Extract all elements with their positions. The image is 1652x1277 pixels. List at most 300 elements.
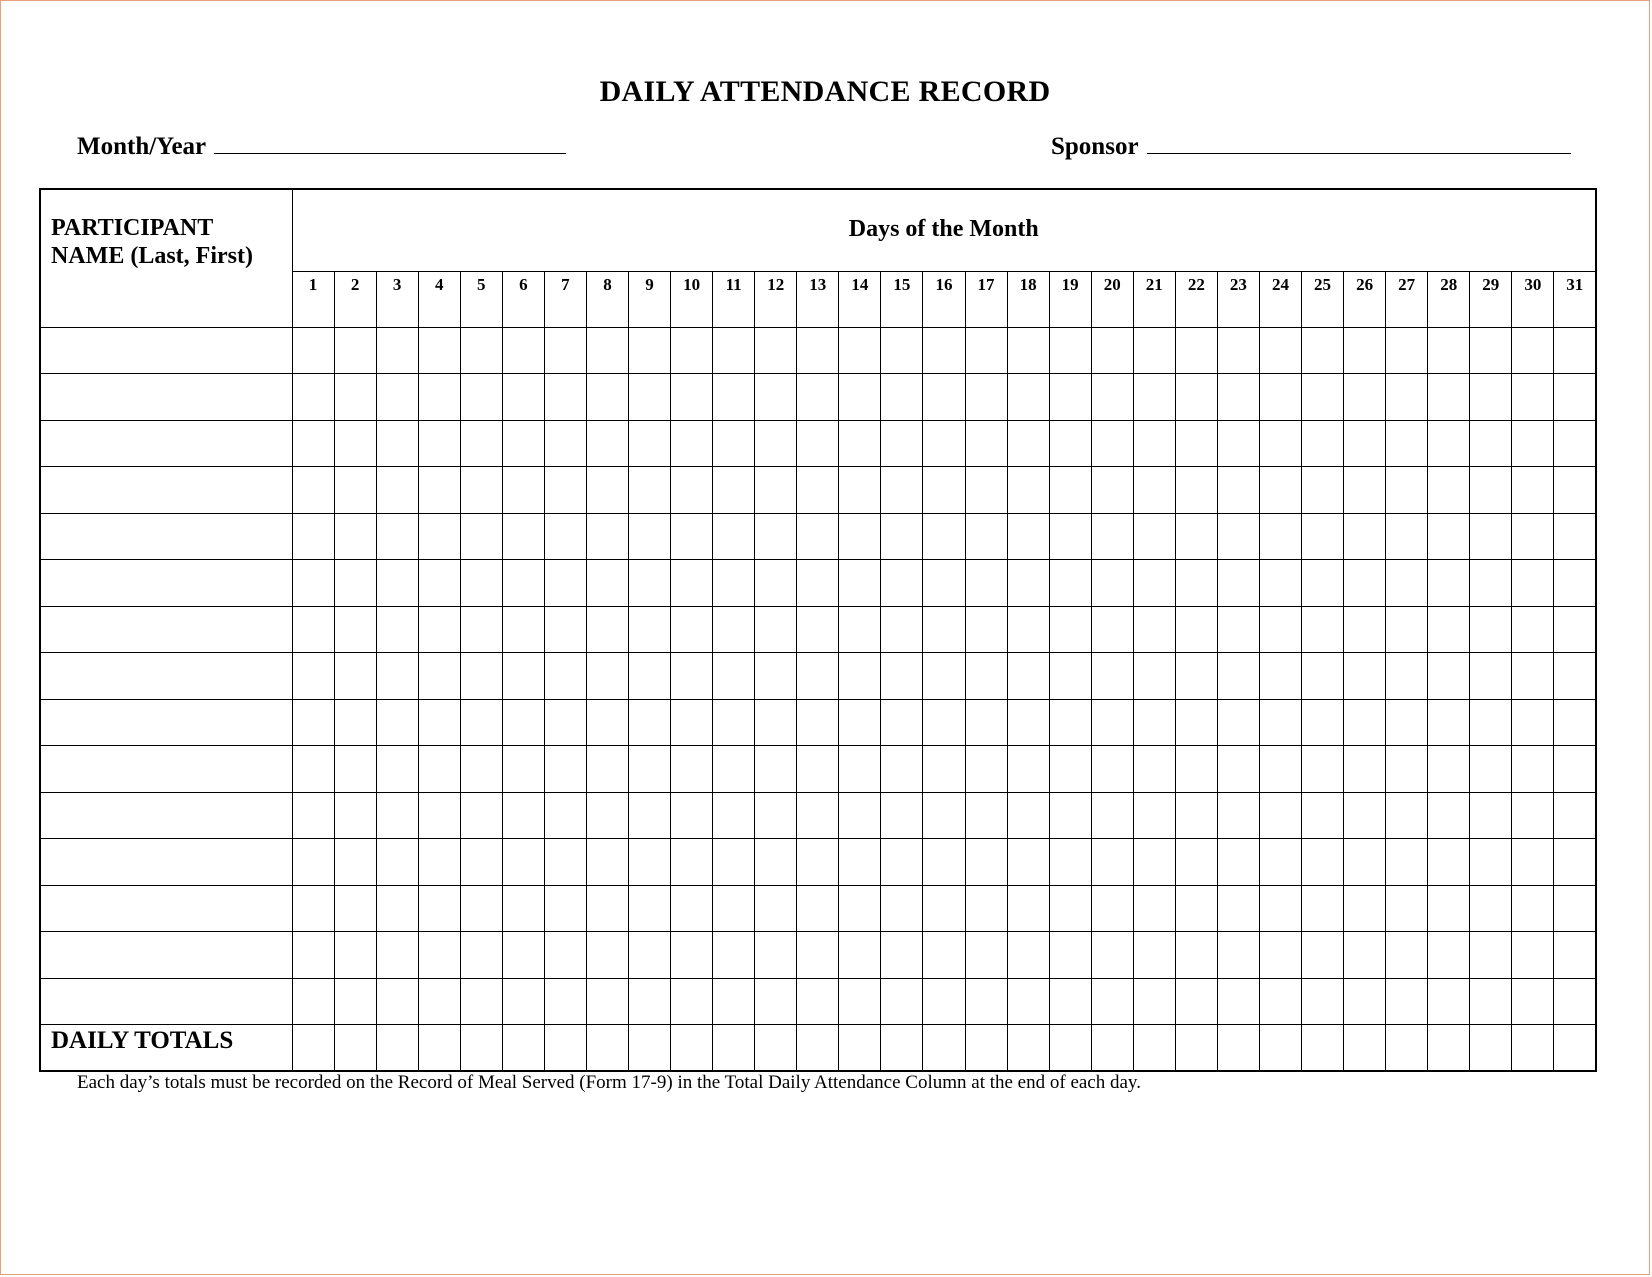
attendance-cell-day-18[interactable]: [1007, 606, 1049, 653]
attendance-cell-day-5[interactable]: [460, 792, 502, 839]
daily-total-cell-day-12[interactable]: [755, 1025, 797, 1071]
attendance-cell-day-23[interactable]: [1217, 792, 1259, 839]
attendance-cell-day-6[interactable]: [502, 699, 544, 746]
attendance-cell-day-28[interactable]: [1428, 839, 1470, 886]
attendance-cell-day-23[interactable]: [1217, 606, 1259, 653]
daily-total-cell-day-20[interactable]: [1091, 1025, 1133, 1071]
participant-name-cell[interactable]: [40, 885, 292, 932]
attendance-cell-day-23[interactable]: [1217, 839, 1259, 886]
attendance-cell-day-22[interactable]: [1175, 932, 1217, 979]
attendance-cell-day-10[interactable]: [671, 513, 713, 560]
daily-total-cell-day-9[interactable]: [629, 1025, 671, 1071]
attendance-cell-day-17[interactable]: [965, 792, 1007, 839]
attendance-cell-day-4[interactable]: [418, 374, 460, 421]
attendance-cell-day-10[interactable]: [671, 560, 713, 607]
attendance-cell-day-19[interactable]: [1049, 374, 1091, 421]
attendance-cell-day-8[interactable]: [586, 467, 628, 514]
attendance-cell-day-4[interactable]: [418, 746, 460, 793]
attendance-cell-day-28[interactable]: [1428, 978, 1470, 1025]
attendance-cell-day-25[interactable]: [1302, 746, 1344, 793]
attendance-cell-day-27[interactable]: [1386, 839, 1428, 886]
attendance-cell-day-7[interactable]: [544, 653, 586, 700]
attendance-cell-day-6[interactable]: [502, 513, 544, 560]
attendance-cell-day-29[interactable]: [1470, 839, 1512, 886]
attendance-cell-day-22[interactable]: [1175, 699, 1217, 746]
attendance-cell-day-25[interactable]: [1302, 327, 1344, 374]
attendance-cell-day-27[interactable]: [1386, 932, 1428, 979]
attendance-cell-day-31[interactable]: [1554, 839, 1596, 886]
attendance-cell-day-17[interactable]: [965, 885, 1007, 932]
daily-total-cell-day-4[interactable]: [418, 1025, 460, 1071]
attendance-cell-day-15[interactable]: [881, 699, 923, 746]
attendance-cell-day-4[interactable]: [418, 839, 460, 886]
attendance-cell-day-10[interactable]: [671, 792, 713, 839]
attendance-cell-day-17[interactable]: [965, 839, 1007, 886]
attendance-cell-day-22[interactable]: [1175, 746, 1217, 793]
attendance-cell-day-6[interactable]: [502, 606, 544, 653]
attendance-cell-day-2[interactable]: [334, 699, 376, 746]
attendance-cell-day-13[interactable]: [797, 699, 839, 746]
daily-total-cell-day-16[interactable]: [923, 1025, 965, 1071]
attendance-cell-day-14[interactable]: [839, 374, 881, 421]
participant-name-cell[interactable]: [40, 560, 292, 607]
attendance-cell-day-19[interactable]: [1049, 792, 1091, 839]
attendance-cell-day-4[interactable]: [418, 327, 460, 374]
attendance-cell-day-24[interactable]: [1259, 699, 1301, 746]
attendance-cell-day-27[interactable]: [1386, 513, 1428, 560]
participant-name-cell[interactable]: [40, 746, 292, 793]
attendance-cell-day-1[interactable]: [292, 513, 334, 560]
attendance-cell-day-9[interactable]: [629, 467, 671, 514]
attendance-cell-day-25[interactable]: [1302, 792, 1344, 839]
attendance-cell-day-17[interactable]: [965, 978, 1007, 1025]
participant-name-cell[interactable]: [40, 513, 292, 560]
attendance-cell-day-2[interactable]: [334, 978, 376, 1025]
attendance-cell-day-2[interactable]: [334, 374, 376, 421]
attendance-cell-day-31[interactable]: [1554, 420, 1596, 467]
sponsor-blank[interactable]: [1147, 135, 1571, 154]
attendance-cell-day-21[interactable]: [1133, 606, 1175, 653]
attendance-cell-day-28[interactable]: [1428, 885, 1470, 932]
attendance-cell-day-10[interactable]: [671, 420, 713, 467]
attendance-cell-day-30[interactable]: [1512, 420, 1554, 467]
attendance-cell-day-27[interactable]: [1386, 978, 1428, 1025]
attendance-cell-day-25[interactable]: [1302, 885, 1344, 932]
attendance-cell-day-9[interactable]: [629, 792, 671, 839]
attendance-cell-day-30[interactable]: [1512, 746, 1554, 793]
attendance-cell-day-13[interactable]: [797, 606, 839, 653]
attendance-cell-day-14[interactable]: [839, 885, 881, 932]
attendance-cell-day-9[interactable]: [629, 420, 671, 467]
attendance-cell-day-2[interactable]: [334, 327, 376, 374]
attendance-cell-day-29[interactable]: [1470, 653, 1512, 700]
attendance-cell-day-7[interactable]: [544, 699, 586, 746]
attendance-cell-day-2[interactable]: [334, 513, 376, 560]
attendance-cell-day-17[interactable]: [965, 467, 1007, 514]
attendance-cell-day-13[interactable]: [797, 420, 839, 467]
attendance-cell-day-16[interactable]: [923, 978, 965, 1025]
attendance-cell-day-16[interactable]: [923, 606, 965, 653]
attendance-cell-day-28[interactable]: [1428, 606, 1470, 653]
attendance-cell-day-10[interactable]: [671, 932, 713, 979]
attendance-cell-day-2[interactable]: [334, 653, 376, 700]
attendance-cell-day-16[interactable]: [923, 792, 965, 839]
attendance-cell-day-10[interactable]: [671, 467, 713, 514]
attendance-cell-day-11[interactable]: [713, 606, 755, 653]
attendance-cell-day-10[interactable]: [671, 374, 713, 421]
attendance-cell-day-7[interactable]: [544, 467, 586, 514]
daily-total-cell-day-6[interactable]: [502, 1025, 544, 1071]
attendance-cell-day-31[interactable]: [1554, 699, 1596, 746]
attendance-cell-day-12[interactable]: [755, 467, 797, 514]
attendance-cell-day-16[interactable]: [923, 839, 965, 886]
attendance-cell-day-31[interactable]: [1554, 467, 1596, 514]
attendance-cell-day-29[interactable]: [1470, 932, 1512, 979]
attendance-cell-day-16[interactable]: [923, 699, 965, 746]
attendance-cell-day-29[interactable]: [1470, 746, 1512, 793]
attendance-cell-day-8[interactable]: [586, 420, 628, 467]
attendance-cell-day-19[interactable]: [1049, 327, 1091, 374]
attendance-cell-day-14[interactable]: [839, 467, 881, 514]
attendance-cell-day-24[interactable]: [1259, 513, 1301, 560]
attendance-cell-day-14[interactable]: [839, 606, 881, 653]
attendance-cell-day-4[interactable]: [418, 699, 460, 746]
attendance-cell-day-19[interactable]: [1049, 699, 1091, 746]
attendance-cell-day-25[interactable]: [1302, 978, 1344, 1025]
attendance-cell-day-5[interactable]: [460, 327, 502, 374]
attendance-cell-day-25[interactable]: [1302, 606, 1344, 653]
attendance-cell-day-12[interactable]: [755, 606, 797, 653]
attendance-cell-day-18[interactable]: [1007, 746, 1049, 793]
attendance-cell-day-25[interactable]: [1302, 467, 1344, 514]
attendance-cell-day-19[interactable]: [1049, 467, 1091, 514]
attendance-cell-day-12[interactable]: [755, 513, 797, 560]
attendance-cell-day-30[interactable]: [1512, 467, 1554, 514]
participant-name-cell[interactable]: [40, 792, 292, 839]
attendance-cell-day-1[interactable]: [292, 467, 334, 514]
attendance-cell-day-24[interactable]: [1259, 932, 1301, 979]
attendance-cell-day-28[interactable]: [1428, 746, 1470, 793]
attendance-cell-day-16[interactable]: [923, 374, 965, 421]
attendance-cell-day-6[interactable]: [502, 978, 544, 1025]
attendance-cell-day-26[interactable]: [1344, 374, 1386, 421]
attendance-cell-day-26[interactable]: [1344, 978, 1386, 1025]
attendance-cell-day-7[interactable]: [544, 885, 586, 932]
daily-total-cell-day-27[interactable]: [1386, 1025, 1428, 1071]
attendance-cell-day-27[interactable]: [1386, 327, 1428, 374]
attendance-cell-day-24[interactable]: [1259, 885, 1301, 932]
attendance-cell-day-31[interactable]: [1554, 932, 1596, 979]
attendance-cell-day-28[interactable]: [1428, 932, 1470, 979]
attendance-cell-day-22[interactable]: [1175, 420, 1217, 467]
daily-total-cell-day-29[interactable]: [1470, 1025, 1512, 1071]
attendance-cell-day-30[interactable]: [1512, 327, 1554, 374]
attendance-cell-day-14[interactable]: [839, 327, 881, 374]
attendance-cell-day-16[interactable]: [923, 653, 965, 700]
attendance-cell-day-13[interactable]: [797, 978, 839, 1025]
attendance-cell-day-14[interactable]: [839, 978, 881, 1025]
attendance-cell-day-11[interactable]: [713, 699, 755, 746]
attendance-cell-day-22[interactable]: [1175, 653, 1217, 700]
attendance-cell-day-1[interactable]: [292, 792, 334, 839]
attendance-cell-day-27[interactable]: [1386, 746, 1428, 793]
attendance-cell-day-14[interactable]: [839, 932, 881, 979]
attendance-cell-day-1[interactable]: [292, 932, 334, 979]
attendance-cell-day-6[interactable]: [502, 420, 544, 467]
attendance-cell-day-5[interactable]: [460, 746, 502, 793]
attendance-cell-day-4[interactable]: [418, 606, 460, 653]
attendance-cell-day-20[interactable]: [1091, 374, 1133, 421]
attendance-cell-day-5[interactable]: [460, 839, 502, 886]
daily-total-cell-day-3[interactable]: [376, 1025, 418, 1071]
attendance-cell-day-14[interactable]: [839, 420, 881, 467]
attendance-cell-day-28[interactable]: [1428, 513, 1470, 560]
attendance-cell-day-20[interactable]: [1091, 932, 1133, 979]
attendance-cell-day-13[interactable]: [797, 327, 839, 374]
daily-total-cell-day-8[interactable]: [586, 1025, 628, 1071]
attendance-cell-day-19[interactable]: [1049, 606, 1091, 653]
attendance-cell-day-1[interactable]: [292, 699, 334, 746]
attendance-cell-day-21[interactable]: [1133, 420, 1175, 467]
attendance-cell-day-7[interactable]: [544, 792, 586, 839]
attendance-cell-day-13[interactable]: [797, 792, 839, 839]
attendance-cell-day-5[interactable]: [460, 885, 502, 932]
attendance-cell-day-2[interactable]: [334, 839, 376, 886]
attendance-cell-day-9[interactable]: [629, 839, 671, 886]
attendance-cell-day-3[interactable]: [376, 932, 418, 979]
attendance-cell-day-3[interactable]: [376, 839, 418, 886]
attendance-cell-day-3[interactable]: [376, 746, 418, 793]
attendance-cell-day-5[interactable]: [460, 467, 502, 514]
attendance-cell-day-22[interactable]: [1175, 560, 1217, 607]
attendance-cell-day-5[interactable]: [460, 932, 502, 979]
attendance-cell-day-19[interactable]: [1049, 839, 1091, 886]
attendance-cell-day-4[interactable]: [418, 792, 460, 839]
attendance-cell-day-3[interactable]: [376, 699, 418, 746]
attendance-cell-day-2[interactable]: [334, 746, 376, 793]
attendance-cell-day-2[interactable]: [334, 606, 376, 653]
daily-total-cell-day-28[interactable]: [1428, 1025, 1470, 1071]
attendance-cell-day-6[interactable]: [502, 792, 544, 839]
attendance-cell-day-24[interactable]: [1259, 327, 1301, 374]
attendance-cell-day-25[interactable]: [1302, 513, 1344, 560]
attendance-cell-day-31[interactable]: [1554, 327, 1596, 374]
attendance-cell-day-10[interactable]: [671, 885, 713, 932]
attendance-cell-day-7[interactable]: [544, 839, 586, 886]
attendance-cell-day-15[interactable]: [881, 653, 923, 700]
attendance-cell-day-23[interactable]: [1217, 885, 1259, 932]
attendance-cell-day-7[interactable]: [544, 746, 586, 793]
attendance-cell-day-22[interactable]: [1175, 374, 1217, 421]
attendance-cell-day-2[interactable]: [334, 792, 376, 839]
attendance-cell-day-21[interactable]: [1133, 746, 1175, 793]
attendance-cell-day-5[interactable]: [460, 420, 502, 467]
attendance-cell-day-1[interactable]: [292, 885, 334, 932]
attendance-cell-day-16[interactable]: [923, 932, 965, 979]
attendance-cell-day-8[interactable]: [586, 792, 628, 839]
attendance-cell-day-17[interactable]: [965, 699, 1007, 746]
attendance-cell-day-20[interactable]: [1091, 792, 1133, 839]
attendance-cell-day-1[interactable]: [292, 746, 334, 793]
attendance-cell-day-10[interactable]: [671, 978, 713, 1025]
attendance-cell-day-11[interactable]: [713, 978, 755, 1025]
attendance-cell-day-6[interactable]: [502, 374, 544, 421]
attendance-cell-day-8[interactable]: [586, 932, 628, 979]
attendance-cell-day-18[interactable]: [1007, 792, 1049, 839]
attendance-cell-day-13[interactable]: [797, 467, 839, 514]
attendance-cell-day-21[interactable]: [1133, 885, 1175, 932]
attendance-cell-day-18[interactable]: [1007, 327, 1049, 374]
daily-total-cell-day-19[interactable]: [1049, 1025, 1091, 1071]
participant-name-cell[interactable]: [40, 374, 292, 421]
daily-total-cell-day-10[interactable]: [671, 1025, 713, 1071]
attendance-cell-day-8[interactable]: [586, 839, 628, 886]
attendance-cell-day-29[interactable]: [1470, 792, 1512, 839]
attendance-cell-day-22[interactable]: [1175, 839, 1217, 886]
attendance-cell-day-29[interactable]: [1470, 327, 1512, 374]
attendance-cell-day-22[interactable]: [1175, 978, 1217, 1025]
attendance-cell-day-7[interactable]: [544, 327, 586, 374]
attendance-cell-day-17[interactable]: [965, 932, 1007, 979]
attendance-cell-day-18[interactable]: [1007, 932, 1049, 979]
attendance-cell-day-7[interactable]: [544, 932, 586, 979]
attendance-cell-day-24[interactable]: [1259, 978, 1301, 1025]
attendance-cell-day-4[interactable]: [418, 885, 460, 932]
attendance-cell-day-9[interactable]: [629, 932, 671, 979]
attendance-cell-day-12[interactable]: [755, 839, 797, 886]
attendance-cell-day-26[interactable]: [1344, 699, 1386, 746]
attendance-cell-day-30[interactable]: [1512, 374, 1554, 421]
attendance-cell-day-13[interactable]: [797, 746, 839, 793]
attendance-cell-day-9[interactable]: [629, 885, 671, 932]
attendance-cell-day-14[interactable]: [839, 839, 881, 886]
attendance-cell-day-1[interactable]: [292, 420, 334, 467]
attendance-cell-day-17[interactable]: [965, 374, 1007, 421]
attendance-cell-day-14[interactable]: [839, 746, 881, 793]
attendance-cell-day-9[interactable]: [629, 374, 671, 421]
attendance-cell-day-15[interactable]: [881, 932, 923, 979]
attendance-cell-day-29[interactable]: [1470, 420, 1512, 467]
attendance-cell-day-18[interactable]: [1007, 839, 1049, 886]
attendance-cell-day-30[interactable]: [1512, 792, 1554, 839]
attendance-cell-day-13[interactable]: [797, 653, 839, 700]
attendance-cell-day-13[interactable]: [797, 513, 839, 560]
attendance-cell-day-9[interactable]: [629, 699, 671, 746]
attendance-cell-day-10[interactable]: [671, 699, 713, 746]
attendance-cell-day-11[interactable]: [713, 792, 755, 839]
participant-name-cell[interactable]: [40, 467, 292, 514]
attendance-cell-day-17[interactable]: [965, 420, 1007, 467]
attendance-cell-day-12[interactable]: [755, 792, 797, 839]
attendance-cell-day-11[interactable]: [713, 932, 755, 979]
attendance-cell-day-12[interactable]: [755, 978, 797, 1025]
attendance-cell-day-9[interactable]: [629, 978, 671, 1025]
attendance-cell-day-12[interactable]: [755, 420, 797, 467]
attendance-cell-day-17[interactable]: [965, 513, 1007, 560]
attendance-cell-day-25[interactable]: [1302, 560, 1344, 607]
attendance-cell-day-5[interactable]: [460, 978, 502, 1025]
attendance-cell-day-20[interactable]: [1091, 467, 1133, 514]
attendance-cell-day-28[interactable]: [1428, 374, 1470, 421]
attendance-cell-day-9[interactable]: [629, 513, 671, 560]
attendance-cell-day-6[interactable]: [502, 932, 544, 979]
attendance-cell-day-21[interactable]: [1133, 467, 1175, 514]
attendance-cell-day-20[interactable]: [1091, 746, 1133, 793]
attendance-cell-day-18[interactable]: [1007, 885, 1049, 932]
attendance-cell-day-12[interactable]: [755, 327, 797, 374]
attendance-cell-day-12[interactable]: [755, 653, 797, 700]
attendance-cell-day-21[interactable]: [1133, 374, 1175, 421]
attendance-cell-day-7[interactable]: [544, 560, 586, 607]
attendance-cell-day-21[interactable]: [1133, 978, 1175, 1025]
attendance-cell-day-20[interactable]: [1091, 513, 1133, 560]
attendance-cell-day-23[interactable]: [1217, 513, 1259, 560]
attendance-cell-day-17[interactable]: [965, 560, 1007, 607]
attendance-cell-day-21[interactable]: [1133, 792, 1175, 839]
daily-total-cell-day-26[interactable]: [1344, 1025, 1386, 1071]
attendance-cell-day-7[interactable]: [544, 513, 586, 560]
attendance-cell-day-29[interactable]: [1470, 467, 1512, 514]
attendance-cell-day-2[interactable]: [334, 467, 376, 514]
attendance-cell-day-28[interactable]: [1428, 792, 1470, 839]
attendance-cell-day-26[interactable]: [1344, 792, 1386, 839]
daily-total-cell-day-17[interactable]: [965, 1025, 1007, 1071]
participant-name-cell[interactable]: [40, 606, 292, 653]
attendance-cell-day-21[interactable]: [1133, 327, 1175, 374]
attendance-cell-day-27[interactable]: [1386, 885, 1428, 932]
attendance-cell-day-16[interactable]: [923, 327, 965, 374]
participant-name-cell[interactable]: [40, 932, 292, 979]
attendance-cell-day-3[interactable]: [376, 560, 418, 607]
attendance-cell-day-24[interactable]: [1259, 420, 1301, 467]
attendance-cell-day-29[interactable]: [1470, 978, 1512, 1025]
daily-total-cell-day-14[interactable]: [839, 1025, 881, 1071]
attendance-cell-day-1[interactable]: [292, 560, 334, 607]
attendance-cell-day-20[interactable]: [1091, 606, 1133, 653]
attendance-cell-day-28[interactable]: [1428, 560, 1470, 607]
attendance-cell-day-26[interactable]: [1344, 746, 1386, 793]
attendance-cell-day-15[interactable]: [881, 839, 923, 886]
attendance-cell-day-23[interactable]: [1217, 420, 1259, 467]
attendance-cell-day-27[interactable]: [1386, 374, 1428, 421]
attendance-cell-day-11[interactable]: [713, 746, 755, 793]
attendance-cell-day-11[interactable]: [713, 420, 755, 467]
attendance-cell-day-3[interactable]: [376, 513, 418, 560]
attendance-cell-day-14[interactable]: [839, 792, 881, 839]
attendance-cell-day-12[interactable]: [755, 932, 797, 979]
attendance-cell-day-4[interactable]: [418, 513, 460, 560]
month-year-blank[interactable]: [214, 135, 566, 154]
attendance-cell-day-30[interactable]: [1512, 839, 1554, 886]
attendance-cell-day-4[interactable]: [418, 560, 460, 607]
attendance-cell-day-26[interactable]: [1344, 327, 1386, 374]
attendance-cell-day-16[interactable]: [923, 885, 965, 932]
attendance-cell-day-18[interactable]: [1007, 374, 1049, 421]
attendance-cell-day-15[interactable]: [881, 420, 923, 467]
attendance-cell-day-13[interactable]: [797, 839, 839, 886]
daily-total-cell-day-31[interactable]: [1554, 1025, 1596, 1071]
daily-total-cell-day-11[interactable]: [713, 1025, 755, 1071]
attendance-cell-day-7[interactable]: [544, 374, 586, 421]
attendance-cell-day-10[interactable]: [671, 746, 713, 793]
attendance-cell-day-3[interactable]: [376, 653, 418, 700]
attendance-cell-day-25[interactable]: [1302, 839, 1344, 886]
attendance-cell-day-15[interactable]: [881, 513, 923, 560]
attendance-cell-day-5[interactable]: [460, 374, 502, 421]
attendance-cell-day-31[interactable]: [1554, 885, 1596, 932]
attendance-cell-day-31[interactable]: [1554, 560, 1596, 607]
attendance-cell-day-28[interactable]: [1428, 327, 1470, 374]
